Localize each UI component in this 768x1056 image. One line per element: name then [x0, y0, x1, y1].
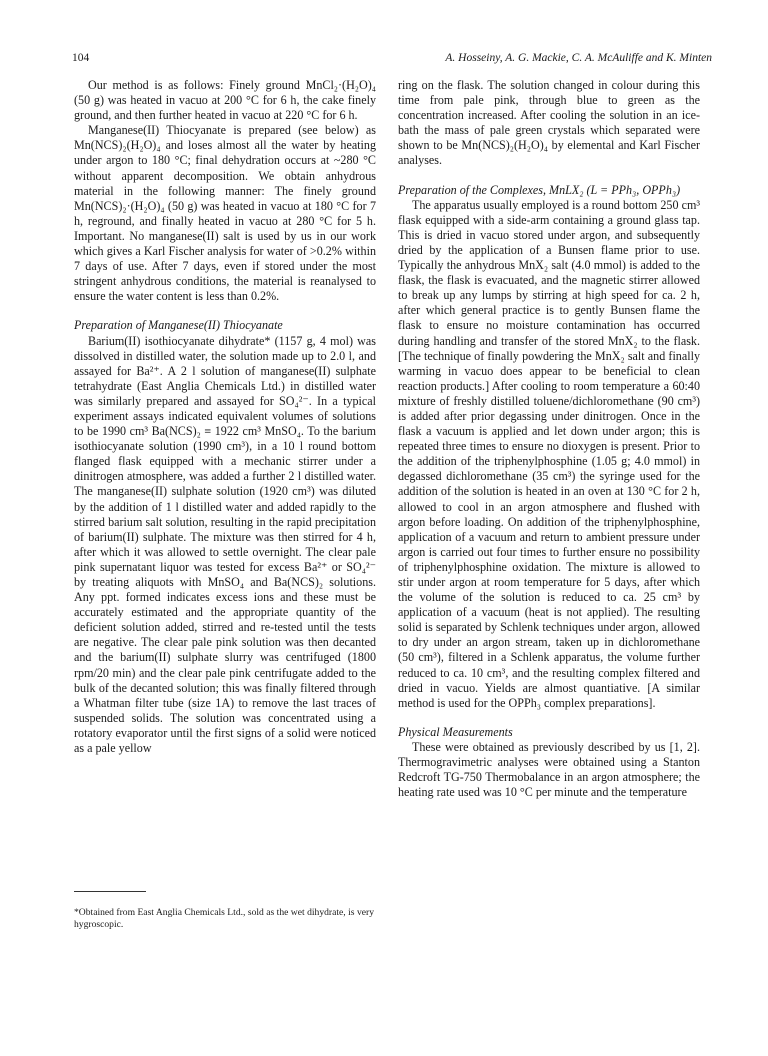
paragraph-physical-measurements: These were obtained as previously described by us [1, 2]. Thermogravimetric analyses were obtained using a Stanton Redcroft TG-750 Thermobalance in an argon atmosphere; the heating rate used was 10 °C per minute and the temperature [398, 739, 700, 800]
right-column [398, 78, 700, 800]
section-heading-preparation-complexes: Preparation of the Complexes, MnLX₂ (L = PPh₃, OPPh₃) [398, 182, 681, 197]
running-head-authors: A. Hosseiny, A. G. Mackie, C. A. McAuliffe and K. Minten [445, 52, 712, 64]
section-heading-preparation-thiocyanate: Preparation of Manganese(II) Thiocyanate [74, 318, 283, 333]
paragraph-continuation: ring on the flask. The solution changed in colour during this time from pale pink, through blue to green as the concentration increased. After cooling the solution in an ice-bath the mass of pale green crystals which separated were shown to be Mn(NCS)₂(H₂O)₄ by elemental and Karl Fischer analyses. [398, 78, 700, 168]
paragraph-manganese-thiocyanate: Manganese(II) Thiocyanate is prepared (see below) as Mn(NCS)₂(H₂O)₄ and loses almost all the water by heating under argon to 180 °C; final dehydration occurs at ~280 °C without apparent decomposition. We obtain anhydrous material in the following manner: The finely ground Mn(NCS)₂·(H₂O)₄ (50 g) was heated in vacuo at 180 °C for 7 h, reground, and finally heated in vacuo at 280 °C for 5 h. Important. No manganese(II) salt is used by us in our work which gives a Karl Fischer analysis for water of >0.2% within 7 days of use. After 7 days, even if stored under the most stringent anhydrous conditions, the material is reanalysed to ensure the water content is less than 0.2%. [74, 123, 376, 304]
page-header [48, 52, 712, 68]
footnote: *Obtained from East Anglia Chemicals Ltd., sold as the wet dihydrate, is very hygroscopic. [74, 906, 374, 930]
paragraph-preparation-procedure: Barium(II) isothiocyanate dihydrate* (1157 g, 4 mol) was dissolved in distilled water, the solution made up to 2.0 l, and assayed for Ba²⁺. A 2 l solution of manganese(II) sulphate tetrahydrate (East Anglia Chemicals Ltd.) in distilled water was similarly prepared and assayed for SO₄²⁻. In a typical experiment assays indicated equivalent volumes of solutions to be 1990 cm³ Ba(NCS)₂ ≡ 1922 cm³ MnSO₄. To the barium isothiocyanate solution (1990 cm³), in a 10 l round bottom flanged flask equipped with a mechanic stirrer under a dinitrogen atmosphere, was added a further 2 l distilled water. The manganese(II) sulphate solution (1920 cm³) was diluted by the addition of 1 l distilled water and added rapidly to the stirred barium salt solution, resulting in the rapid precipitation of barium(II) sulphate. The mixture was then stirred for 4 h, after which it was allowed to settle overnight. The clear pale pink supernatant liquor was tested for excess Ba²⁺ or SO₄²⁻ by treating aliquots with MnSO₄ and Ba(NCS)₂ solutions. Any ppt. formed indicates excess ions and these must be accurately estimated and the appropriate quantity of the deficient solution added, stirred and re-tested until the tests are negative. The clear pale pink solution was then decanted and the barium(II) sulphate slurry was centrifuged (1800 rpm/20 min) and the clear pale pink centrifugate added to the bulk of the decanted solution; this was finally filtered through a Whatman filter tube (size 1A) to remove the last traces of suspended solids. The solution was concentrated using a rotatory evaporator until the first signs of a solid were noticed as a pale yellow [74, 333, 376, 756]
paragraph-method: Our method is as follows: Finely ground MnCl₂·(H₂O)₄ (50 g) was heated in vacuo at 200 °C for 6 h, the cake finely ground, and then further heated in vacuo at 220 °C for 6 h. [74, 78, 376, 123]
paragraph-complexes-procedure: The apparatus usually employed is a round bottom 250 cm³ flask equipped with a side-arm containing a ground glass tap. This is dried in vacuo stored under argon, and subsequently dried by the application of a Bunsen flame prior to use. Typically the anhydrous MnX₂ salt (4.0 mmol) is added to the flask, the flask is evacuated, and the magnetic stirrer allowed to break up any lumps by stirring at high speed for ca. 2 h, after which general practice is to gently Bunsen flame the flask to ensure no moisture contamination has occurred during handling and transfer of the stored MnX₂ to the flask. [The technique of finally powdering the MnX₂ salt and finally warming in vacuo does appear to be beneficial to clean reaction products.] After cooling to room temperature a 60:40 mixture of freshly distilled toluene/dichloromethane (90 cm³) is added after prior degassing under dinitrogen. Once in the flask a vacuum is applied and let down under argon; this is repeated three times to ensure no dioxygen is present. Prior to the addition of the triphenylphosphine (1.05 g; 4.0 mmol) in degassed dichloromethane (35 cm³) the syringe used for the addition of the solution is heated in an oven at 130 °C for 2 h, allowed to cool in an argon atmosphere and flushed with argon before loading. On addition of the triphenylphosphine, application of a vacuum and return to ambient pressure under argon is carried out four times to further ensure no possibility of triphenylphosphine oxidation. The mixture is allowed to stir under argon at room temperature for 5 days, after which the volume of the solution is reduced to ca. 25 cm³ by application of a vacuum (heat is not applied). The resulting solid is separated by Schlenk techniques under argon, allowed to dry under an argon stream, taken up in dichloromethane (50 cm³), filtered in a Schlenk apparatus, the volume further reduced to ca. 10 cm³, and the resulting complex filtered and dried in vacuo. Yields are almost quantiative. [A similar method is used for the OPPh₃ complex preparations]. [398, 197, 700, 710]
left-column [74, 78, 376, 756]
footnote-rule [74, 891, 146, 892]
page-number: 104 [72, 52, 90, 64]
section-heading-physical-measurements: Physical Measurements [398, 724, 513, 739]
